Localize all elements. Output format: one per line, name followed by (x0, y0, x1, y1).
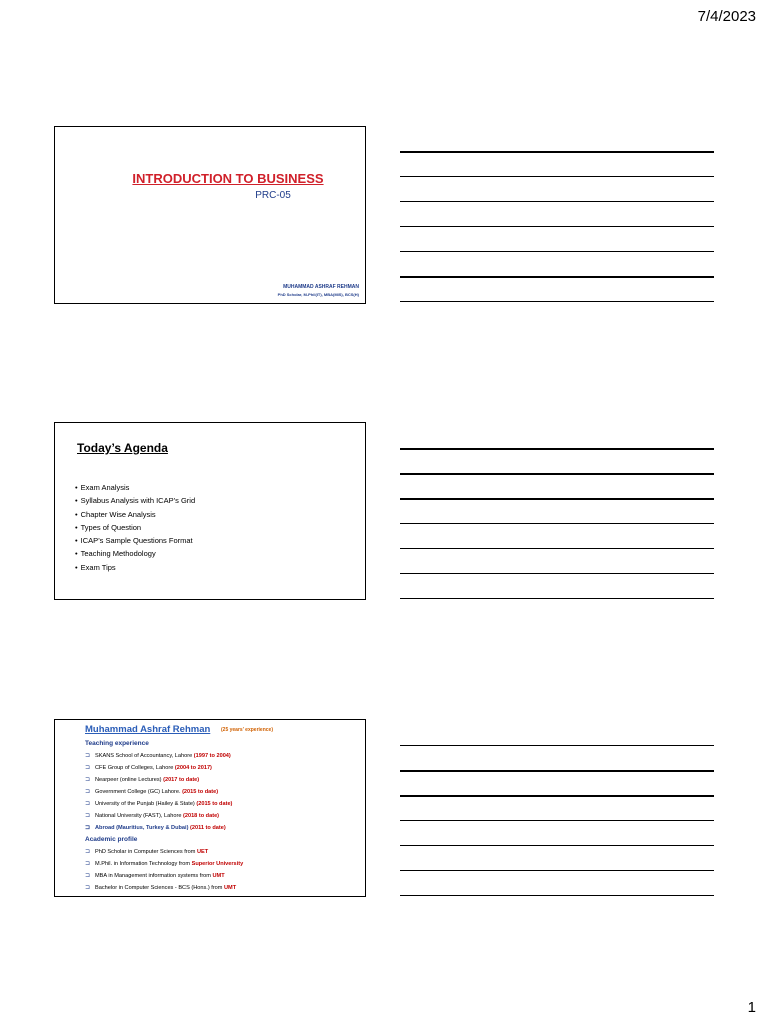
experience-note: (25 years’ experience) (221, 727, 273, 733)
note-line (400, 795, 714, 797)
slide-thumbnail-3 (54, 719, 366, 897)
page-number: 1 (747, 999, 756, 1016)
bullet-icon: ⊐ (85, 825, 91, 831)
note-line (400, 845, 714, 846)
slide-thumbnail-2 (54, 422, 366, 600)
list-item: • Exam Tips (75, 561, 195, 574)
note-line (400, 473, 714, 475)
note-line (400, 201, 714, 202)
list-item: • Chapter Wise Analysis (75, 508, 195, 521)
note-line (400, 448, 714, 450)
note-line (400, 251, 714, 252)
note-line (400, 523, 714, 524)
bullet-icon: ⊐ (85, 885, 91, 891)
note-line (400, 745, 714, 746)
bullet-icon: ⊐ (85, 789, 91, 795)
academic-heading: Academic profile (85, 836, 138, 843)
note-line (400, 548, 714, 549)
list-item: ⊐ Bachelor in Computer Sciences - BCS (Hons.) from UMT (85, 885, 237, 891)
slide-title: INTRODUCTION TO BUSINESS (132, 171, 324, 186)
note-line (400, 820, 714, 821)
bullet-icon: ⊐ (85, 801, 91, 807)
note-line (400, 301, 714, 302)
note-line (400, 276, 714, 278)
print-date: 7/4/2023 (697, 8, 756, 25)
teaching-heading: Teaching experience (85, 740, 149, 747)
list-item: ⊐ CFE Group of Colleges, Lahore (2004 to 2017) (85, 765, 212, 771)
list-item: ⊐ MBA in Management information systems from UMT (85, 873, 225, 879)
list-item: ⊐ Abroad (Mauritius, Turkey & Dubai) (2011 to date) (85, 825, 226, 831)
note-line (400, 895, 714, 896)
author-credentials: PhD Scholar, M-Phil(IT), MBA(MIS), BCS(H) (277, 292, 359, 297)
agenda-list (75, 481, 195, 574)
note-line (400, 573, 714, 574)
note-line (400, 176, 714, 177)
slide-thumbnail-1 (54, 126, 366, 304)
bullet-icon: ⊐ (85, 861, 91, 867)
course-code: PRC-05 (255, 190, 291, 201)
bullet-icon: ⊐ (85, 813, 91, 819)
bullet-icon: ⊐ (85, 849, 91, 855)
note-line (400, 498, 714, 500)
bullet-icon: ⊐ (85, 765, 91, 771)
bullet-icon: ⊐ (85, 873, 91, 879)
note-line (400, 598, 714, 599)
agenda-title: Today’s Agenda (77, 441, 168, 455)
list-item: ⊐ Government College (GC) Lahore. (2015 to date) (85, 789, 219, 795)
list-item: • Exam Analysis (75, 481, 195, 494)
note-line (400, 870, 714, 871)
note-line (400, 770, 714, 772)
list-item: ⊐ PhD Scholar in Computer Sciences from UET (85, 849, 209, 855)
list-item: ⊐ M.Phil. in Information Technology from Superior University (85, 861, 244, 867)
list-item: ⊐ University of the Punjab (Hailey & State) (2015 to date) (85, 801, 233, 807)
note-line (400, 226, 714, 227)
note-line (400, 151, 714, 153)
author-name: MUHAMMAD ASHRAF REHMAN (283, 284, 359, 290)
list-item: • Teaching Methodology (75, 547, 195, 560)
bullet-icon: ⊐ (85, 753, 91, 759)
list-item: • Types of Question (75, 521, 195, 534)
list-item: ⊐ SKANS School of Accountancy, Lahore (1997 to 2004) (85, 753, 231, 759)
bullet-icon: ⊐ (85, 777, 91, 783)
list-item: ⊐ Nearpeer (online Lectures) (2017 to date) (85, 777, 200, 783)
list-item: • Syllabus Analysis with ICAP’s Grid (75, 494, 195, 507)
presenter-name: Muhammad Ashraf Rehman (85, 724, 211, 735)
list-item: • ICAP’s Sample Questions Format (75, 534, 195, 547)
list-item: ⊐ National University (FAST), Lahore (2018 to date) (85, 813, 220, 819)
